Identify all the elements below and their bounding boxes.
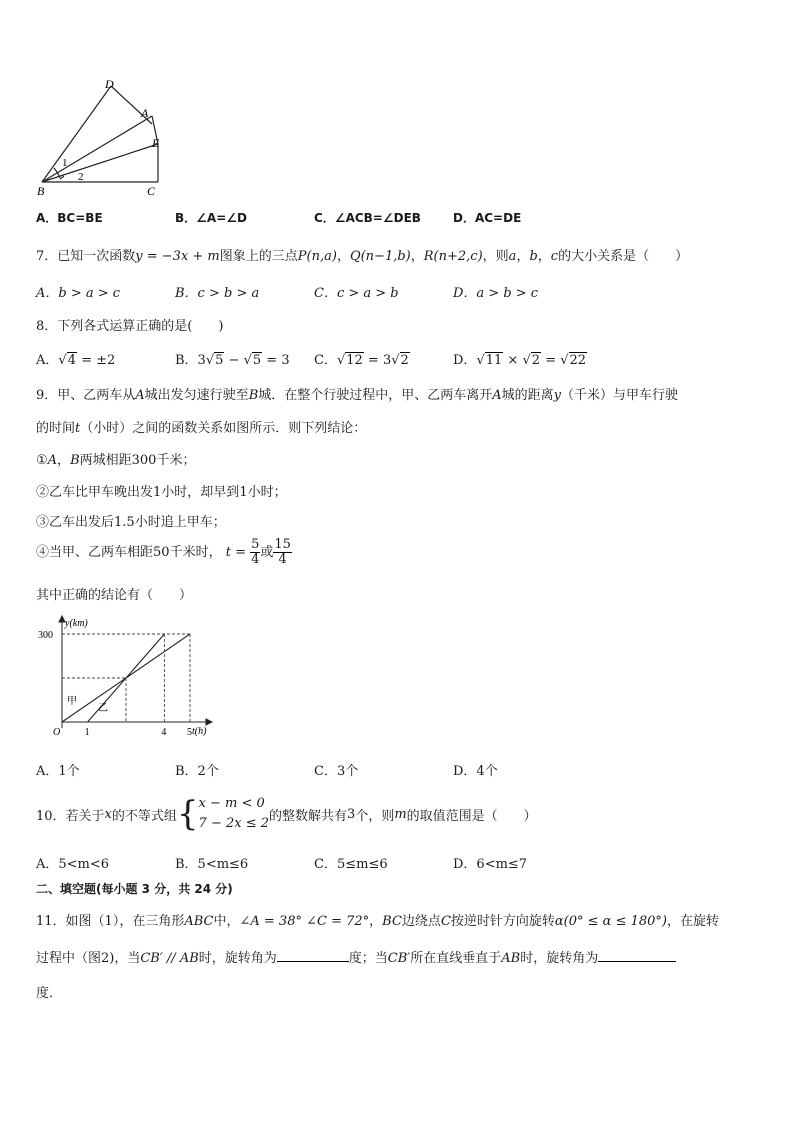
q9-option-a[interactable]: A．1个	[36, 764, 80, 779]
q10-option-a[interactable]: A．5<m<6	[36, 857, 110, 872]
q8-option-b[interactable]: B．3√5 − √5 = 3	[175, 353, 290, 368]
q9-var: t =	[225, 545, 246, 560]
q9-text: 千米；	[156, 453, 196, 468]
q9-text: 小时；	[247, 485, 287, 500]
q7-point-r: R(n+2,c)	[423, 249, 483, 264]
x-tick-label: 4	[161, 727, 167, 738]
x-axis-label: t(h)	[192, 726, 207, 737]
q11-text: 时，旋转角为	[520, 951, 599, 966]
q7-sep1: ，	[336, 249, 350, 264]
q8-d-radicand1: 11	[485, 353, 503, 368]
fraction-15-4	[273, 538, 292, 567]
q11-line1	[36, 910, 719, 929]
q10-option-b[interactable]: B．5<m≤6	[175, 857, 249, 872]
q9-option-b[interactable]: B．2个	[175, 764, 219, 779]
q6-option-d[interactable]: D．AC=DE	[453, 211, 522, 225]
q8-option-d[interactable]: D．√11 × √2 = √22	[453, 353, 587, 368]
q9-var: A	[47, 453, 58, 468]
q7-mid: 图象上的三点	[219, 249, 298, 264]
q8-c-mid: = 3	[363, 353, 392, 368]
q9-var: t	[75, 421, 81, 436]
q7-end: 的大小关系是（ ）	[558, 249, 689, 264]
label-E: E	[152, 136, 160, 150]
x-tick-label: 1	[84, 727, 90, 738]
q7-option-b[interactable]: B．c > b > a	[175, 286, 260, 301]
q7-option-c[interactable]: C．c > a > b	[314, 286, 399, 301]
q8-b-rest: = 3	[262, 353, 290, 368]
q11-parallel-expr: CB′ // AB	[140, 951, 199, 966]
q9-var: B	[248, 388, 259, 403]
q9-text: 小时追上甲车；	[134, 515, 226, 530]
q7-option-a[interactable]: A．b > a > c	[36, 286, 121, 301]
q11-var: ABC	[184, 914, 214, 929]
q10-option-d[interactable]: D．6<m≤7	[453, 857, 528, 872]
x-axis-arrow	[206, 719, 212, 725]
q8-d-label: D．	[453, 353, 477, 368]
q8-stem: 8．下列各式运算正确的是( )	[36, 319, 224, 334]
q7-option-d[interactable]: D．a > b > c	[453, 286, 539, 301]
q7-stem	[36, 245, 688, 264]
q8-option-a[interactable]: A．√4 = ±2	[36, 353, 116, 368]
label-angle1: 1	[62, 157, 68, 169]
q10-text: 的整数解共有	[269, 808, 348, 824]
q9-text: 千米时，	[169, 545, 222, 560]
q8-a-radicand: 4	[67, 353, 76, 368]
q9-text: 小时，却早到	[161, 485, 240, 500]
q9-text: （千米）与甲车行驶	[561, 388, 679, 403]
q7-var-c: c	[550, 249, 559, 264]
q7-suffix: ，则	[482, 249, 509, 264]
q9-text: 城的距离	[501, 388, 554, 403]
q9-var: B	[70, 453, 80, 468]
triangle-figure-q6	[34, 78, 174, 198]
frac-num: 15	[274, 537, 291, 552]
q10-var: x	[104, 806, 112, 822]
y-tick-label: 300	[38, 630, 53, 641]
answer-blank-1[interactable]	[277, 949, 349, 962]
q9-text: ③乙车出发后	[36, 515, 115, 530]
q9-number: 1	[153, 485, 162, 500]
q8-d-radicand2: 2	[531, 353, 541, 368]
q9-stem-line2	[36, 417, 366, 436]
label-yi: 乙	[98, 703, 108, 714]
frac-den: 4	[251, 552, 260, 567]
q7-var-b: b	[529, 249, 538, 264]
label-A: A	[141, 106, 149, 120]
q9-var: A	[492, 388, 502, 403]
q9-conclusion-3	[36, 511, 226, 530]
q10-stem	[36, 792, 537, 836]
q8-a-rest: = ±2	[76, 353, 116, 368]
q8-b-radicand2: 5	[252, 353, 262, 368]
q9-number: 1	[239, 485, 248, 500]
q9-text: ，	[57, 453, 71, 468]
q9-number: 1.5	[114, 515, 135, 530]
q11-text: 过程中（图2)，当	[36, 951, 141, 966]
q10-option-c[interactable]: C．5≤m≤6	[314, 857, 388, 872]
q9-text: 9．甲、乙两车从	[36, 388, 136, 403]
q11-var: BC	[382, 914, 402, 929]
q7-var-a: a	[508, 249, 517, 264]
q9-option-c[interactable]: C．3个	[314, 764, 359, 779]
q9-ask: 其中正确的结论有（ ）	[36, 588, 193, 603]
answer-blank-2[interactable]	[598, 949, 676, 962]
q11-text: 11．如图（1），在三角形	[36, 914, 185, 929]
q9-option-d[interactable]: D．4个	[453, 764, 498, 779]
q9-text: 城出发匀速行驶至	[144, 388, 249, 403]
q11-alpha-range: α(0° ≤ α ≤ 180°)	[554, 914, 668, 929]
q7-point-q: Q(n−1,b)	[349, 249, 411, 264]
q10-text: 10．若关于	[36, 808, 105, 824]
q11-text: 所在直线垂直于	[410, 951, 502, 966]
q9-text: ④当甲、乙两车相距	[36, 545, 154, 560]
q9-var: y	[553, 388, 562, 403]
q8-d-radicand3: 22	[569, 353, 587, 368]
q8-d-mid: ×	[503, 353, 523, 368]
q6-option-b[interactable]: B．∠A=∠D	[175, 211, 247, 225]
q9-stem-line1	[36, 384, 678, 403]
q9-text: 两城相距	[79, 453, 132, 468]
q11-text: 度；当	[348, 951, 388, 966]
q11-text: 按逆时针方向旋转	[450, 914, 555, 929]
q9-text: ①	[36, 453, 48, 468]
q11-var: AB	[501, 951, 521, 966]
q8-option-c[interactable]: C．√12 = 3√2	[314, 353, 409, 368]
frac-den: 4	[278, 552, 287, 567]
q7-comma2: ，	[537, 249, 551, 264]
q9-number: 300	[131, 453, 157, 468]
q9-text: 城．在整个行驶过程中，甲、乙两车离开	[258, 388, 493, 403]
q9-text: ②乙车比甲车晚出发	[36, 485, 154, 500]
q7-sep2: ，	[410, 249, 424, 264]
origin-label: O	[53, 727, 61, 738]
frac-num: 5	[251, 537, 260, 552]
q9-number: 50	[153, 545, 170, 560]
q7-function: y = −3x + m	[135, 249, 220, 264]
q8-c-radicand1: 12	[346, 353, 363, 368]
q8-b-radicand1: 5	[215, 353, 224, 368]
label-D: D	[105, 78, 114, 91]
q7-comma1: ，	[516, 249, 530, 264]
x-tick-label: 5	[187, 727, 192, 738]
q7-point-p: P(n,a)	[297, 249, 337, 264]
q11-var: CB′	[387, 951, 411, 966]
q9-conclusion-2	[36, 481, 287, 500]
q9-var: A	[135, 388, 145, 403]
q9-text: 的时间	[36, 421, 76, 436]
q9-conclusion-1	[36, 449, 195, 468]
q10-var: m	[394, 806, 407, 822]
q11-line3: 度．	[36, 986, 63, 1001]
distance-time-chart	[36, 614, 216, 738]
q8-b-label: B．3	[175, 353, 206, 368]
q11-angle-c: ∠C = 72°	[306, 914, 370, 929]
label-B: B	[37, 184, 45, 198]
q7-prefix: 7．已知一次函数	[36, 249, 136, 264]
inequality-system	[199, 794, 269, 834]
q6-option-a[interactable]: A．BC=BE	[36, 211, 103, 225]
q9-text: （小时）之间的函数关系如图所示．则下列结论：	[80, 421, 367, 436]
label-C: C	[147, 184, 156, 198]
brace-icon: {	[176, 794, 199, 834]
q10-number: 3	[347, 806, 356, 822]
inequality-1: x − m < 0	[198, 796, 265, 811]
q11-angle-a: ∠A = 38°	[239, 914, 302, 929]
q10-text: 的取值范围是（ ）	[406, 808, 537, 824]
q8-d-eq: =	[541, 353, 561, 368]
label-angle2: 2	[78, 171, 84, 183]
q8-c-label: C．	[314, 353, 337, 368]
q11-text: 中，	[213, 914, 240, 929]
q8-c-radicand2: 2	[400, 353, 409, 368]
q11-text: ，	[369, 914, 383, 929]
q10-text: 的不等式组	[111, 808, 177, 824]
q8-a-label: A．	[36, 353, 59, 368]
inequality-2: 7 − 2x ≤ 2	[198, 816, 270, 831]
fraction-5-4	[250, 538, 260, 567]
q8-b-mid: −	[224, 353, 244, 368]
q11-line2	[36, 947, 676, 966]
q11-text: 边绕点	[401, 914, 441, 929]
q9-text: 或	[260, 545, 274, 560]
q11-text: ，在旋转	[667, 914, 720, 929]
q11-text: 时，旋转角为	[198, 951, 277, 966]
q9-conclusion-4	[36, 538, 292, 567]
q11-var: C	[440, 914, 451, 929]
section-title: 二、填空题(每小题 3 分，共 24 分)	[36, 882, 233, 896]
label-jia: 甲	[67, 696, 77, 707]
q10-text: 个，则	[355, 808, 395, 824]
q6-option-c[interactable]: C．∠ACB=∠DEB	[314, 211, 421, 225]
y-axis-label: y(km)	[65, 618, 88, 629]
